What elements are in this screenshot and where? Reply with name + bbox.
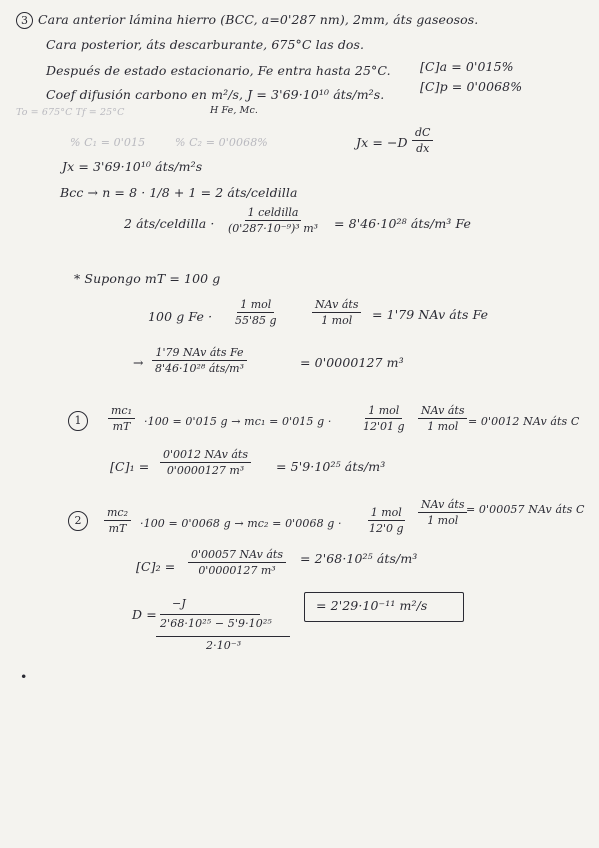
moles-result: = 1'79 NAv áts Fe	[372, 307, 489, 322]
step2-mol-num: 1 mol	[368, 506, 405, 521]
step-1-marker: 1	[68, 411, 88, 431]
diffusion-mid: 2'68·10²⁵ − 5'9·10²⁵	[160, 617, 272, 630]
density-den: (0'287·10⁻⁹)³ m³	[228, 222, 319, 235]
moles-den-1: 55'85 g	[235, 314, 277, 327]
step1-conc-left: [C]₁ =	[110, 459, 150, 474]
step1-mol-num: 1 mol	[365, 404, 402, 419]
step2-mass-num: mc₂	[104, 506, 131, 521]
statement-line-1: Cara anterior lámina hierro (BCC, a=0'287 nm), 2mm, áts gaseosos.	[38, 12, 479, 27]
carbon-anterior: [C]a = 0'015%	[420, 59, 514, 74]
step1-mol-den: 12'01 g	[363, 420, 405, 433]
step1-conc-num: 0'0012 NAv áts	[160, 448, 251, 463]
given-flux: Jx = 3'69·10¹⁰ áts/m²s	[62, 159, 203, 174]
moles-fraction-1	[232, 298, 280, 327]
step1-mass-den: mT	[112, 420, 131, 433]
step2-nav-den: 1 mol	[427, 514, 459, 527]
diffusion-top: −J	[172, 597, 186, 610]
step1-conc-fraction	[160, 448, 251, 477]
step-2-marker: 2	[68, 511, 88, 531]
statement-line-2: Cara posterior, áts descarburante, 675°C las dos.	[46, 37, 365, 52]
moles-num-1: 1 mol	[237, 298, 274, 313]
statement-line-4: Coef difusión carbono en m²/s, J = 3'69·10¹⁰ áts/m²s.	[46, 87, 385, 102]
step1-nav-num: NAv áts	[418, 404, 467, 419]
step1-nav-fraction	[418, 404, 467, 433]
step2-mass-den: mT	[108, 522, 127, 535]
step1-mol-fraction	[360, 404, 408, 433]
volume-result: = 0'0000127 m³	[300, 355, 404, 370]
step1-result: = 0'0012 NAv áts C	[468, 415, 580, 428]
moles-num-2: NAv áts	[312, 298, 361, 313]
bcc-atoms-per-cell: Bcc → n = 8 · 1/8 + 1 = 2 áts/celdilla	[60, 185, 298, 200]
density-left: 2 áts/celdilla ·	[124, 216, 215, 231]
diffusion-left: D =	[132, 607, 157, 622]
fick-num: dC	[412, 126, 433, 141]
step2-result: = 0'00057 NAv áts C	[466, 503, 585, 516]
fick-den: dx	[416, 142, 430, 155]
step1-conc-den: 0'0000127 m³	[166, 464, 245, 477]
diffusion-bot: 2·10⁻³	[206, 639, 242, 652]
step2-nav-num: NAv áts	[418, 498, 467, 513]
temperatures: To = 675°C Tf = 25°C	[16, 107, 125, 118]
step2-mass-fraction	[104, 506, 131, 535]
step2-conc-left: [C]₂ =	[136, 559, 176, 574]
masses-note: H Fe, Mc.	[210, 105, 259, 116]
carbon-posterior: [C]p = 0'0068%	[420, 79, 523, 94]
step2-nav-fraction	[418, 498, 467, 527]
arrow-volume: →	[133, 355, 144, 370]
step1-conc-result: = 5'9·10²⁵ áts/m³	[276, 459, 386, 474]
diffusion-answer: = 2'29·10⁻¹¹ m²/s	[316, 598, 428, 613]
diffusion-line-2	[156, 636, 290, 637]
diffusion-line-1	[160, 614, 260, 615]
volume-num: 1'79 NAv áts Fe	[152, 346, 246, 361]
statement-line-3: Después de estado estacionario, Fe entra hasta 25°C.	[46, 63, 391, 78]
density-fraction	[225, 206, 321, 235]
volume-den: 8'46·10²⁸ áts/m³	[155, 362, 244, 375]
volume-fraction	[152, 346, 247, 375]
problem-number: 3	[16, 12, 33, 29]
step2-conc-result: = 2'68·10²⁵ áts/m³	[300, 551, 418, 566]
assumption: * Supongo mT = 100 g	[74, 271, 221, 286]
moles-fraction-2	[312, 298, 361, 327]
given-c2: % C₂ = 0'0068%	[175, 136, 268, 149]
step1-nav-den: 1 mol	[427, 420, 459, 433]
density-result: = 8'46·10²⁸ áts/m³ Fe	[334, 216, 472, 231]
fick-law-fraction	[412, 126, 433, 155]
step2-conc-num: 0'00057 NAv áts	[188, 548, 286, 563]
step2-mol-den: 12'0 g	[369, 522, 404, 535]
moles-den-2: 1 mol	[321, 314, 353, 327]
step2-mass-line: ·100 = 0'0068 g → mc₂ = 0'0068 g ·	[140, 517, 342, 530]
given-c1: % C₁ = 0'015	[70, 136, 146, 149]
density-num: 1 celdilla	[245, 206, 302, 221]
step2-mol-fraction	[366, 506, 407, 535]
moles-left: 100 g Fe ·	[148, 309, 213, 324]
bullet-dot: •	[20, 669, 28, 684]
fick-law-left: Jx = −D	[356, 135, 408, 150]
step2-conc-fraction	[188, 548, 286, 577]
step1-mass-fraction	[108, 404, 135, 433]
step1-mass-num: mc₁	[108, 404, 135, 419]
step2-conc-den: 0'0000127 m³	[198, 564, 276, 577]
step1-mass-line: ·100 = 0'015 g → mc₁ = 0'015 g ·	[144, 415, 332, 428]
